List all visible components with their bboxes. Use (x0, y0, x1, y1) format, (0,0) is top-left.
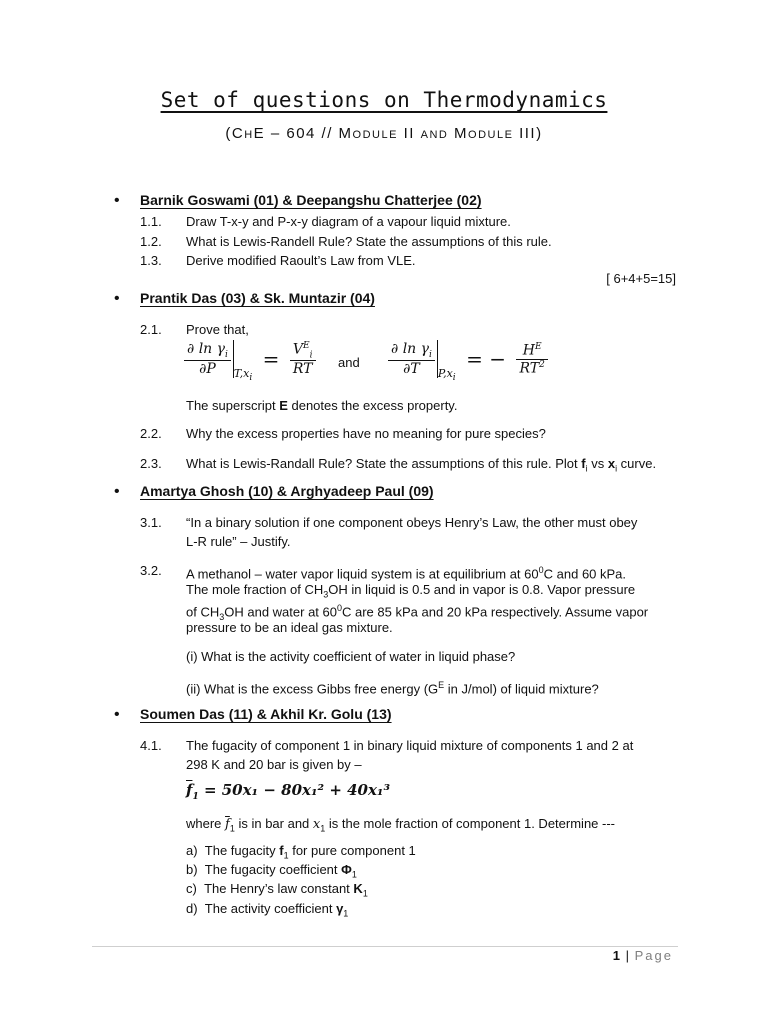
question-text: pressure to be an ideal gas mixture. (186, 620, 393, 635)
question-number: 3.1. (140, 515, 162, 530)
question-text: A methanol – water vapor liquid system is at equilibrium at $60^0C$ and 60 kPa. (186, 565, 627, 582)
question-number: 3.2. (140, 563, 162, 578)
question-text: Prove that, (186, 322, 249, 337)
page-footer: 1 | Page (612, 948, 673, 963)
document-title: Set of questions on Thermodynamics (160, 88, 608, 112)
list-item: c) The Henry’s law constant $K_1$ (186, 881, 368, 899)
marks-label: [ 6+4+5=15] (606, 271, 676, 286)
section-4-heading: Soumen Das (11) & Akhil Kr. Golu (13) (140, 706, 392, 722)
sub-question: (i) What is the activity coefficient of water in liquid phase? (186, 649, 516, 664)
question-text: What is Lewis-Randall Rule? State the assumptions of this rule. Plot $f_i$ vs $x_i$ curve. (186, 456, 657, 474)
document-subtitle: (ChE – 604 // Module II and Module III) (225, 125, 543, 142)
question-text: L-R rule” – Justify. (186, 534, 291, 549)
question-text: The mole fraction of $CH_3OH$ in liquid is 0.5 and in vapor is 0.8. Vapor pressure (186, 582, 636, 600)
section-3-heading: Amartya Ghosh (10) & Arghyadeep Paul (09) (140, 483, 434, 499)
question-number: 2.1. (140, 322, 162, 337)
question-number: 2.3. (140, 456, 162, 471)
fugacity-equation: $f_1 = 50x_1 - 80x_1^2 + 40x_1^3$ (186, 781, 391, 802)
question-text: Derive modified Raoult’s Law from VLE. (186, 253, 416, 268)
question-text: Why the excess properties have no meaning for pure species? (186, 426, 546, 441)
where-text: where $f_1$ is in bar and $x_1$ is the mole fraction of component 1. Determine --- (186, 816, 615, 834)
list-item: a) The fugacity $f_1$ for pure component 1 (186, 843, 416, 861)
question-text: “In a binary solution if one component obeys Henry’s Law, the other must obey (186, 515, 638, 530)
question-text: of $CH_3OH$ and water at $60^0C$ are 85 kPa and 20 kPa respectively. Assume vapor (186, 603, 649, 622)
section-1-heading: Barnik Goswami (01) & Deepangshu Chatterjee (02) (140, 192, 482, 208)
sub-question: (ii) What is the excess Gibbs free energy ($G^E$ in J/mol) of liquid mixture? (186, 680, 599, 697)
equation-2: $\frac{\partial \ln \gamma_i}{\partial T}$ $_{P,x_i}$ = − $\frac{H^E}{RT^2}$ (388, 340, 548, 383)
bullet: • (114, 192, 120, 209)
and-label: and (338, 355, 360, 370)
question-text: What is Lewis-Randell Rule? State the assumptions of this rule. (186, 234, 552, 249)
list-item: b) The fugacity coefficient $\Phi_1$ (186, 862, 357, 880)
question-number: 2.2. (140, 426, 162, 441)
question-text: Draw T-x-y and P-x-y diagram of a vapour liquid mixture. (186, 214, 511, 229)
bullet: • (114, 483, 120, 500)
bullet: • (114, 706, 120, 723)
question-number: 1.3. (140, 253, 162, 268)
superscript-note: The superscript E denotes the excess property. (186, 398, 458, 413)
section-2-heading: Prantik Das (03) & Sk. Muntazir (04) (140, 290, 375, 306)
question-text: 298 K and 20 bar is given by – (186, 757, 362, 772)
equation-1: $\frac{\partial \ln \gamma_i}{\partial P}$ $_{T,x_i}$ = $\frac{V^E_i}{RT}$ (184, 340, 316, 383)
footer-divider (92, 946, 678, 947)
question-number: 1.1. (140, 214, 162, 229)
bullet: • (114, 290, 120, 307)
list-item: d) The activity coefficient $\gamma_1$ (186, 901, 349, 919)
question-number: 1.2. (140, 234, 162, 249)
question-text: The fugacity of component 1 in binary liquid mixture of components 1 and 2 at (186, 738, 634, 753)
question-number: 4.1. (140, 738, 162, 753)
